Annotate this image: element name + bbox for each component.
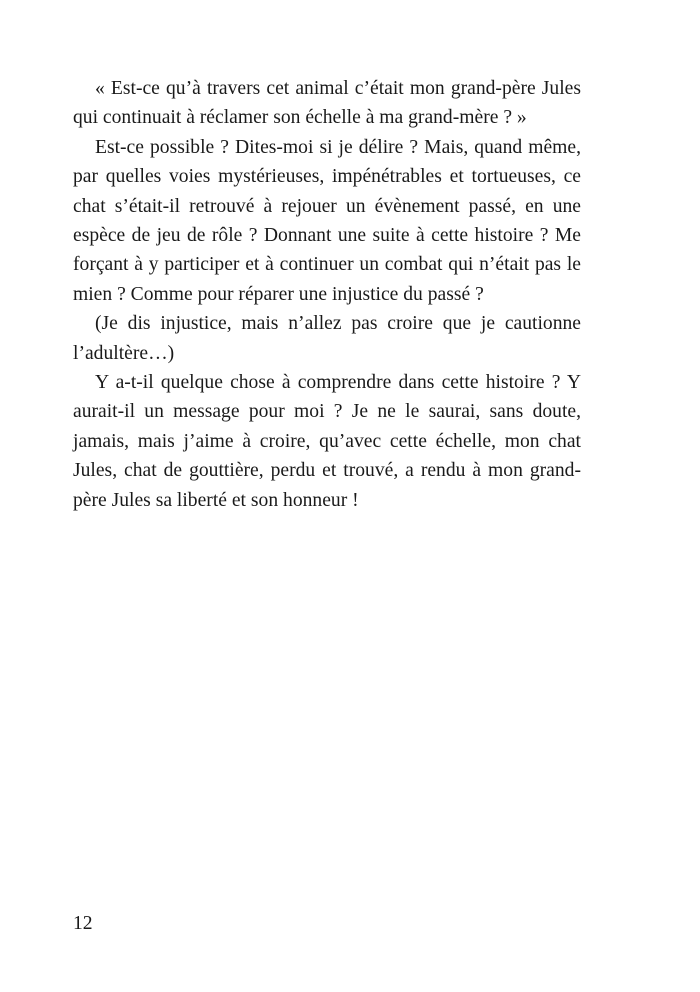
paragraph: « Est-ce qu’à travers cet animal c’était mon grand-père Jules qui continuait à réclamer son échelle à ma grand-mère ? » [73,78,581,129]
paragraph: Est-ce possible ? Dites-moi si je délire ? Mais, quand même, par quelles voies mystérieuses, impénétrables et tortueuses, ce chat s’était-il retrouvé à rejouer un évènement passé, en une espèce de jeu de rôle ? Donnant une suite à cette histoire ? Me forçant à y participer et à continuer un combat qui n’était pas le mien ? Comme pour réparer une injustice du passé ? [73,136,581,305]
paragraph: (Je dis injustice, mais n’allez pas croire que je cautionne l’adultère…) [73,313,581,364]
page-number: 12 [73,913,93,934]
paragraph: Y a-t-il quelque chose à comprendre dans cette histoire ? Y aurait-il un message pour moi ? Je ne le saurai, sans doute, jamais, mais j’aime à croire, qu’avec cette échelle, mon chat Jules, chat de gouttière, perdu et trouvé, a rendu à mon grand-père Jules sa liberté et son honneur ! [73,372,581,511]
body-text [73,74,581,515]
